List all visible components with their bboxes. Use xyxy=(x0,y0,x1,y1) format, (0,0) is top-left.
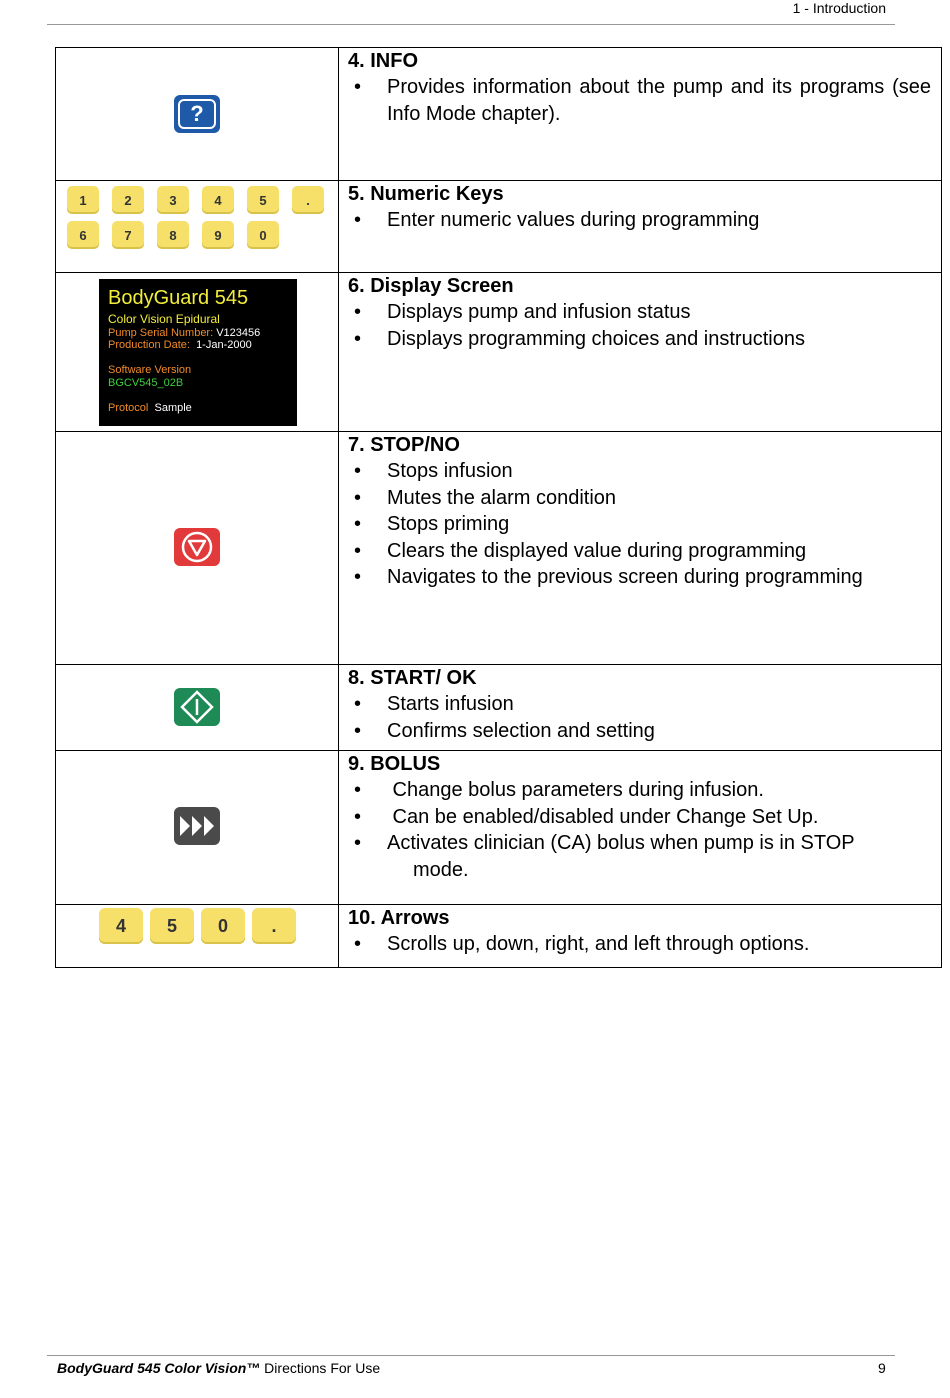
list-item: • Clears the displayed value during programming xyxy=(348,538,931,565)
header-divider xyxy=(47,24,895,25)
numeric-key-2: 2 xyxy=(112,186,144,214)
lcd-title: BodyGuard 545 xyxy=(108,287,249,309)
lcd-sw-label: Software Version xyxy=(108,364,192,376)
header-section: 1 - Introduction xyxy=(792,0,886,16)
list-item: • Displays programming choices and instructions xyxy=(348,326,931,353)
list-item: • Scrolls up, down, right, and left through options. xyxy=(348,931,931,958)
table-row xyxy=(56,273,942,432)
table-row xyxy=(56,48,942,181)
lcd-sw-value: BGCV545_02B xyxy=(108,377,184,389)
footer-doc-title xyxy=(57,1360,380,1376)
table-row xyxy=(56,665,942,751)
list-item-continuation: mode. xyxy=(413,858,469,881)
stop-key-icon xyxy=(174,528,220,566)
row-title: 7. STOP/NO xyxy=(348,434,460,456)
list-item: • Enter numeric values during programming xyxy=(348,207,931,234)
start-key-icon xyxy=(174,688,220,726)
list-item: • Confirms selection and setting xyxy=(348,718,931,745)
numeric-key-4: 4 xyxy=(202,186,234,214)
table-row xyxy=(56,181,942,273)
row-title: 8. START/ OK xyxy=(348,667,477,689)
footer-doc: Directions For Use xyxy=(260,1360,381,1376)
info-key-icon: ? xyxy=(174,95,220,133)
numeric-key-7: 7 xyxy=(112,221,144,249)
footer-product: BodyGuard 545 Color Vision™ xyxy=(57,1360,261,1376)
bolus-key-icon xyxy=(174,807,220,845)
lcd-protocol-label: Protocol xyxy=(108,402,149,414)
lcd-date-value: 1-Jan-2000 xyxy=(196,339,252,351)
row-title: 9. BOLUS xyxy=(348,753,441,775)
list-item: • Displays pump and infusion status xyxy=(348,299,931,326)
numeric-key-dot: . xyxy=(292,186,324,214)
lcd-subtitle: Color Vision Epidural xyxy=(108,312,220,326)
table-row xyxy=(56,432,942,665)
keys-table xyxy=(55,47,942,968)
lcd-serial-value: V123456 xyxy=(216,327,261,339)
arrow-key-down: 0 xyxy=(201,908,245,944)
numeric-key-0: 0 xyxy=(247,221,279,249)
numeric-key-1: 1 xyxy=(67,186,99,214)
list-item: • Mutes the alarm condition xyxy=(348,485,931,512)
arrow-key-up: 5 xyxy=(150,908,194,944)
numeric-key-8: 8 xyxy=(157,221,189,249)
arrow-key-left: 4 xyxy=(99,908,143,944)
row-title: 6. Display Screen xyxy=(348,275,514,297)
list-item: • Can be enabled/disabled under Change Set Up. xyxy=(348,804,931,831)
display-screen-image xyxy=(99,279,297,426)
row-title: 5. Numeric Keys xyxy=(348,183,504,205)
row-title: 10. Arrows xyxy=(348,907,450,929)
list-item: • Navigates to the previous screen during programming xyxy=(348,564,931,591)
lcd-protocol-value: Sample xyxy=(154,402,192,414)
arrow-key-right: . xyxy=(252,908,296,944)
list-item-text: Activates clinician (CA) bolus when pump is in STOP xyxy=(387,832,855,854)
list-item: • Stops priming xyxy=(348,511,931,538)
row-title: 4. INFO xyxy=(348,50,419,72)
table-row xyxy=(56,905,942,968)
table-row xyxy=(56,751,942,905)
numeric-key-5: 5 xyxy=(247,186,279,214)
footer-divider xyxy=(47,1355,895,1356)
lcd-serial-label: Pump Serial Number: xyxy=(108,327,214,339)
lcd-date-label: Production Date: xyxy=(108,339,190,351)
list-item: • Stops infusion xyxy=(348,458,931,485)
list-item: • Change bolus parameters during infusion. xyxy=(348,777,931,804)
list-item: • Starts infusion xyxy=(348,691,931,718)
numeric-key-6: 6 xyxy=(67,221,99,249)
numeric-key-9: 9 xyxy=(202,221,234,249)
list-item xyxy=(348,830,931,883)
page-number: 9 xyxy=(878,1360,886,1376)
numeric-key-3: 3 xyxy=(157,186,189,214)
list-item: • Provides information about the pump and its programs (see Info Mode chapter). xyxy=(348,74,931,127)
